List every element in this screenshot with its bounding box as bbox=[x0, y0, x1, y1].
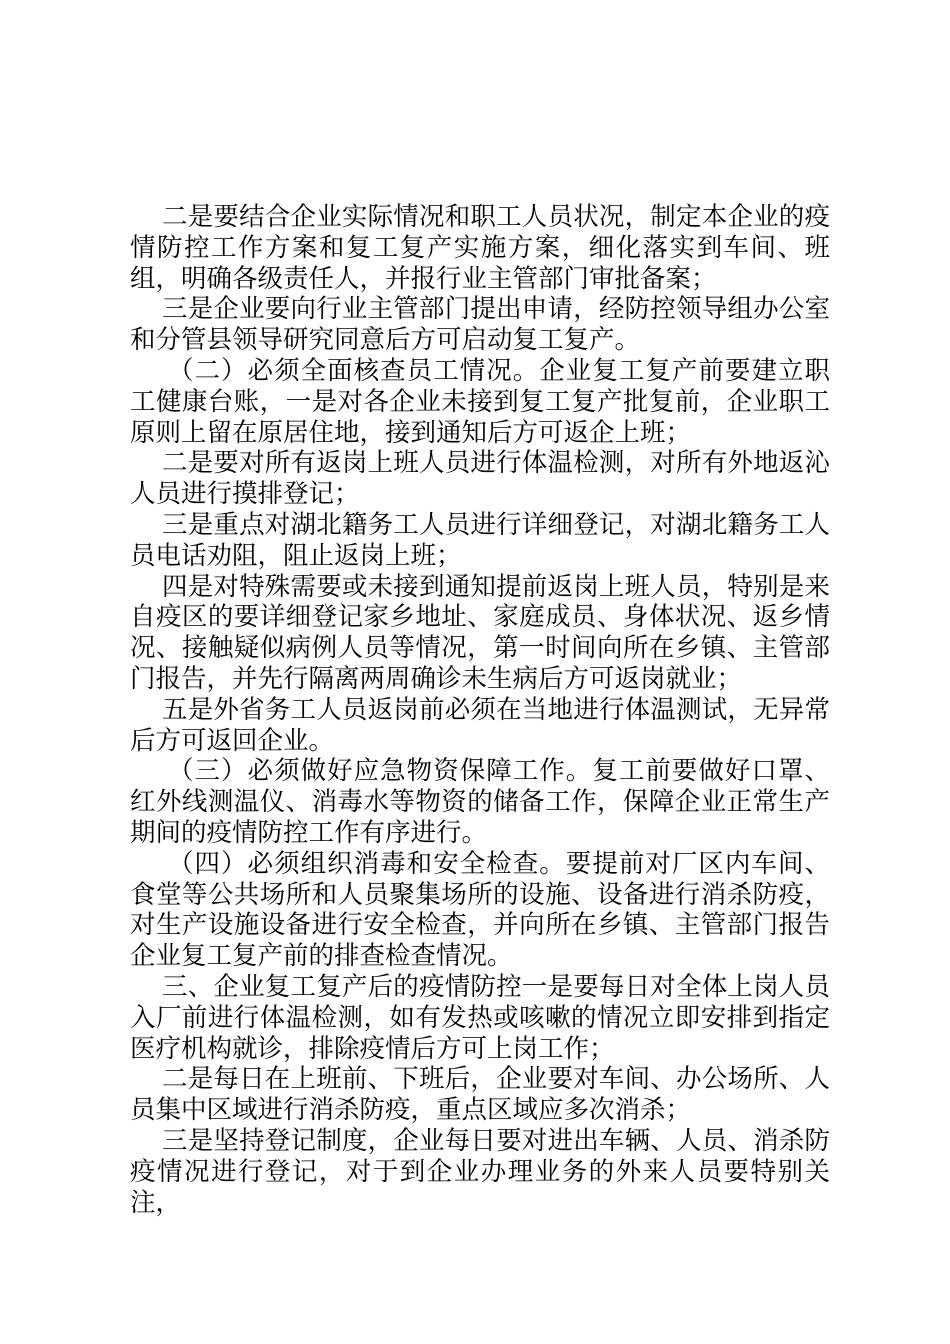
paragraph-7: 五是外省务工人员返岗前必须在当地进行体温测试，无异常后方可返回企业。 bbox=[130, 694, 830, 756]
paragraph-10-part-three: 三、企业复工复产后的疫情防控一是要每日对全体上岗人员入厂前进行体温检测，如有发热或咳嗽的情况立即安排到指定医疗机构就诊，排除疫情后方可上岗工作； bbox=[130, 971, 830, 1064]
paragraph-1: 二是要结合企业实际情况和职工人员状况，制定本企业的疫情防控工作方案和复工复产实施方案，细化落实到车间、班组，明确各级责任人，并报行业主管部门审批备案； bbox=[130, 202, 830, 294]
paragraph-3-section-two: （二）必须全面核查员工情况。企业复工复产前要建立职工健康台账，一是对各企业未接到复工复产批复前，企业职工原则上留在原居住地，接到通知后方可返企上班； bbox=[130, 355, 830, 448]
paragraph-6: 四是对特殊需要或未接到通知提前返岗上班人员，特别是来自疫区的要详细登记家乡地址、家庭成员、身体状况、返乡情况、接触疑似病例人员等情况，第一时间向所在乡镇、主管部门报告，并先行隔离两周确诊未生病后方可返岗就业； bbox=[130, 571, 830, 694]
paragraph-12: 三是坚持登记制度，企业每日要对进出车辆、人员、消杀防疫情况进行登记，对于到企业办理业务的外来人员要特别关注， bbox=[130, 1125, 830, 1218]
paragraph-5: 三是重点对湖北籍务工人员进行详细登记，对湖北籍务工人员电话劝阻，阻止返岗上班； bbox=[130, 509, 830, 571]
paragraph-2: 三是企业要向行业主管部门提出申请，经防控领导组办公室和分管县领导研究同意后方可启动复工复产。 bbox=[130, 294, 830, 356]
paragraph-11: 二是每日在上班前、下班后，企业要对车间、办公场所、人员集中区域进行消杀防疫，重点区域应多次消杀； bbox=[130, 1064, 830, 1126]
paragraph-9-section-four: （四）必须组织消毒和安全检查。要提前对厂区内车间、食堂等公共场所和人员聚集场所的设施、设备进行消杀防疫，对生产设施设备进行安全检查，并向所在乡镇、主管部门报告企业复工复产前的排查检查情况。 bbox=[130, 848, 830, 972]
document-body bbox=[130, 202, 830, 1218]
paragraph-8-section-three: （三）必须做好应急物资保障工作。复工前要做好口罩、红外线测温仪、消毒水等物资的储备工作，保障企业正常生产期间的疫情防控工作有序进行。 bbox=[130, 756, 830, 848]
paragraph-4: 二是要对所有返岗上班人员进行体温检测，对所有外地返沁人员进行摸排登记； bbox=[130, 448, 830, 510]
